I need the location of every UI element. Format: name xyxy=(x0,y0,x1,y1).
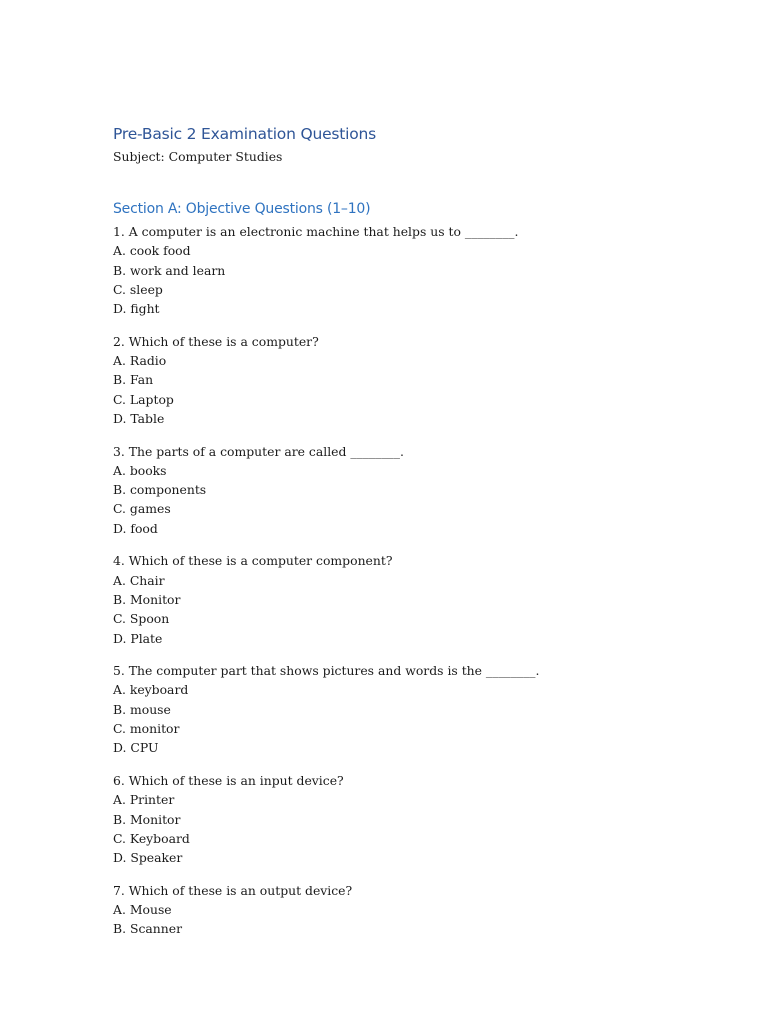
answer-option: D. Table xyxy=(113,410,165,426)
question-item xyxy=(113,222,693,318)
answer-option: B. Monitor xyxy=(113,811,181,827)
answer-option: C. Laptop xyxy=(113,391,174,407)
answer-option: A. Chair xyxy=(113,572,165,588)
answer-option: C. monitor xyxy=(113,721,180,737)
answer-option: C. sleep xyxy=(113,281,163,297)
answer-option: D. Speaker xyxy=(113,850,183,866)
question-item xyxy=(113,442,693,538)
answer-option: D. Plate xyxy=(113,630,163,646)
question-prompt: 7. Which of these is an output device? xyxy=(113,882,353,898)
answer-option: B. components xyxy=(113,482,207,498)
answer-option: A. Printer xyxy=(113,792,175,808)
question-item xyxy=(113,551,693,647)
answer-option: B. Monitor xyxy=(113,591,181,607)
question-prompt: 1. A computer is an electronic machine that helps us to ________. xyxy=(113,224,519,239)
question-item xyxy=(113,881,693,939)
answer-option: A. Radio xyxy=(113,353,167,369)
answer-option: D. CPU xyxy=(113,740,159,756)
question-prompt: 3. The parts of a computer are called ________. xyxy=(113,443,404,459)
question-item xyxy=(113,332,693,428)
answer-option: B. mouse xyxy=(113,701,171,717)
document-subject: Subject: Computer Studies xyxy=(113,149,283,164)
answer-option: D. fight xyxy=(113,301,160,317)
question-prompt: 2. Which of these is a computer? xyxy=(113,333,319,349)
question-list xyxy=(113,222,693,952)
answer-option: B. Scanner xyxy=(113,921,183,937)
answer-option: B. Fan xyxy=(113,372,154,388)
question-prompt: 4. Which of these is a computer component? xyxy=(113,553,393,569)
document-title: Pre-Basic 2 Examination Questions xyxy=(113,125,377,143)
section-a-heading: Section A: Objective Questions (1–10) xyxy=(113,201,371,217)
answer-option: C. Keyboard xyxy=(113,830,190,846)
answer-option: A. Mouse xyxy=(113,901,172,917)
answer-option: A. cook food xyxy=(113,243,191,259)
answer-option: A. keyboard xyxy=(113,682,189,698)
question-prompt: 5. The computer part that shows pictures and words is the ________. xyxy=(113,663,540,679)
answer-option: D. food xyxy=(113,520,158,536)
answer-option: C. games xyxy=(113,501,171,517)
answer-option: C. Spoon xyxy=(113,611,170,627)
answer-option: B. work and learn xyxy=(113,262,226,278)
question-item xyxy=(113,771,693,867)
answer-option: A. books xyxy=(113,462,167,478)
question-item xyxy=(113,661,693,757)
question-prompt: 6. Which of these is an input device? xyxy=(113,772,344,788)
